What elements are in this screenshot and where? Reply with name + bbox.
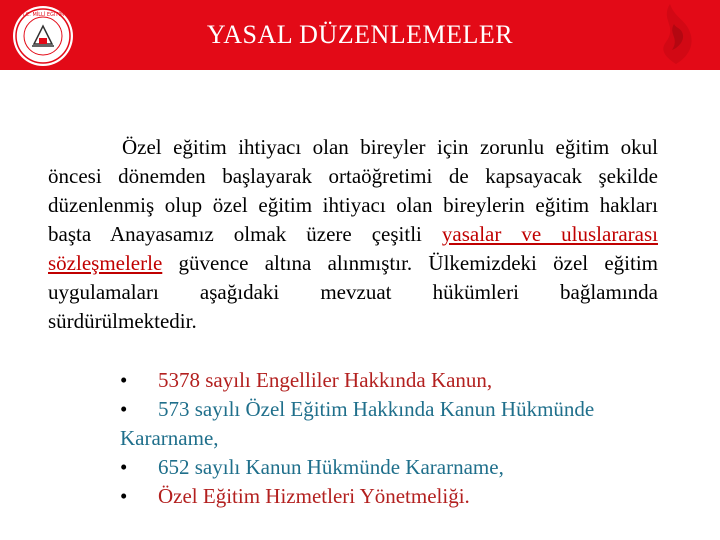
legislation-list xyxy=(120,366,680,511)
header-bar xyxy=(0,0,720,70)
body-paragraph xyxy=(48,133,658,336)
list-item-text: 5378 sayılı Engelliler Hakkında Kanun, xyxy=(158,368,493,392)
svg-text:T.C. MİLLİ EĞİTİM: T.C. MİLLİ EĞİTİM xyxy=(21,12,65,18)
bullet: • xyxy=(120,397,128,421)
list-item xyxy=(120,366,680,395)
list-item-text: Özel Eğitim Hizmetleri Yönetmeliği. xyxy=(158,484,470,508)
list-item xyxy=(120,482,680,511)
page-title: YASAL DÜZENLEMELER xyxy=(206,20,514,49)
list-item-text: 652 sayılı Kanun Hükmünde Kararname, xyxy=(158,455,504,479)
link-laws[interactable]: yasalar ve uluslararası xyxy=(441,222,658,246)
body-text-part-1: Özel eğitim ihtiyacı olan bireyler için zorunlu eğitim okul öncesi dönemden başlayarak ortaöğretimi de kapsayacak şekilde düzenlenmiş olup özel eğitim ihtiyacı olan bireylerin eğitim hakları başta Anayasamız olmak üzere çeşitli xyxy=(48,135,658,246)
bullet: • xyxy=(120,484,128,508)
body-text-part-3: güvence altına alınmıştır. Ülkemizdeki özel eğitim uygulamaları aşağıdaki mevzuat hükümleri bağlamında sürdürülmektedir. xyxy=(48,251,658,333)
list-item-text: 573 sayılı Özel Eğitim Hakkında Kanun Hükmünde Kararname, xyxy=(120,397,595,450)
link-agreements[interactable]: sözleşmelerle xyxy=(48,251,163,275)
bullet: • xyxy=(120,455,128,479)
list-item xyxy=(120,453,680,482)
bullet: • xyxy=(120,368,128,392)
flame-watermark-icon xyxy=(630,2,708,70)
list-item xyxy=(120,395,680,453)
